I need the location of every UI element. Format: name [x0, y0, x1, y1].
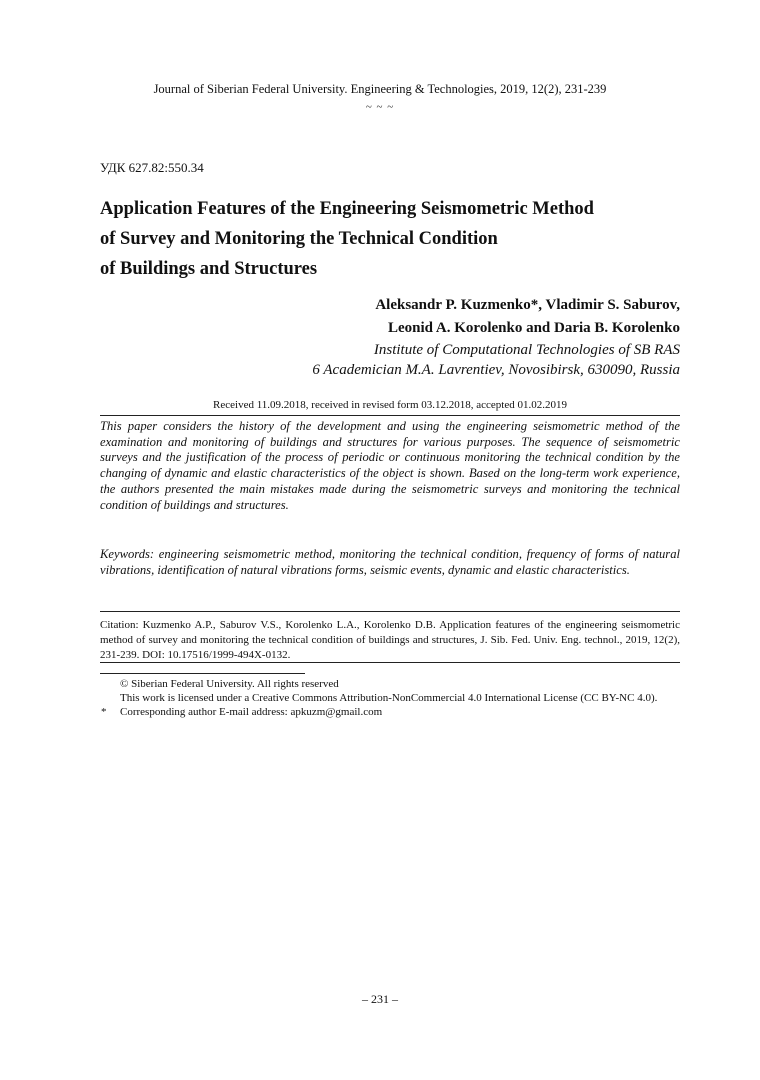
paper-title	[100, 194, 680, 284]
citation-text: Citation: Kuzmenko A.P., Saburov V.S., Korolenko L.A., Korolenko D.B. Application features of the engineering seismometric method of survey and monitoring the technical condition of buildings and structures, J. Sib. Fed. Univ. Eng. technol., 2019, 12(2), 231-239. DOI: 10.17516/1999-494X-0132.	[100, 619, 680, 661]
title-line-1: Application Features of the Engineering Seismometric Method	[100, 199, 594, 219]
keywords-text: Keywords: engineering seismometric method, monitoring the technical condition, frequency of forms of natural vibrations, identification of natural vibrations forms, seismic events, dynamic and elastic characteristics.	[100, 547, 680, 577]
title-line-3: of Buildings and Structures	[100, 259, 318, 279]
title-line-2: of Survey and Monitoring the Technical Condition	[100, 229, 498, 249]
footnote-rule	[100, 673, 305, 674]
divider-top	[100, 415, 680, 416]
page-number: – 231 –	[362, 992, 398, 1006]
udk-code: УДК 627.82:550.34	[100, 160, 204, 175]
license-note: This work is licensed under a Creative Commons Attribution-NonCommercial 4.0 International License (CC BY-NC 4.0).	[120, 692, 658, 704]
divider-citation-top	[100, 611, 680, 612]
abstract-text: This paper considers the history of the development and using the engineering seismometric method of the examination and monitoring of buildings and structures for various purposes. The sequence of seismometric surveys and the justification of the process of periodic or continuous monitoring the technical condition by the changing of dynamic and elastic characteristics of the object is shown. Based on the long-term work experience, the authors presented the main mistakes made during the seismometric surveys and monitoring the technical condition of buildings and structures.	[100, 419, 680, 512]
journal-header: Journal of Siberian Federal University. Engineering & Technologies, 2019, 12(2), 231-239	[153, 82, 607, 96]
divider-citation-bottom	[100, 662, 680, 663]
author-list	[120, 294, 680, 340]
received-dates: Received 11.09.2018, received in revised form 03.12.2018, accepted 01.02.2019	[213, 399, 567, 411]
authors-line-2: Leonid A. Korolenko and Daria B. Korolenko	[388, 320, 680, 336]
copyright-note: © Siberian Federal University. All rights reserved	[120, 678, 339, 690]
affiliation-line-1: Institute of Computational Technologies of SB RAS	[373, 342, 680, 358]
affiliation-line-2: 6 Academician M.A. Lavrentiev, Novosibirsk, 630090, Russia	[312, 362, 680, 378]
header-separator: ~ ~ ~	[365, 101, 395, 113]
affiliation	[120, 340, 680, 380]
authors-line-1: Aleksandr P. Kuzmenko*, Vladimir S. Saburov,	[375, 297, 680, 313]
corresponding-author-note: Corresponding author E-mail address: apkuzm@gmail.com	[120, 706, 383, 718]
footnote-star: *	[101, 706, 107, 718]
